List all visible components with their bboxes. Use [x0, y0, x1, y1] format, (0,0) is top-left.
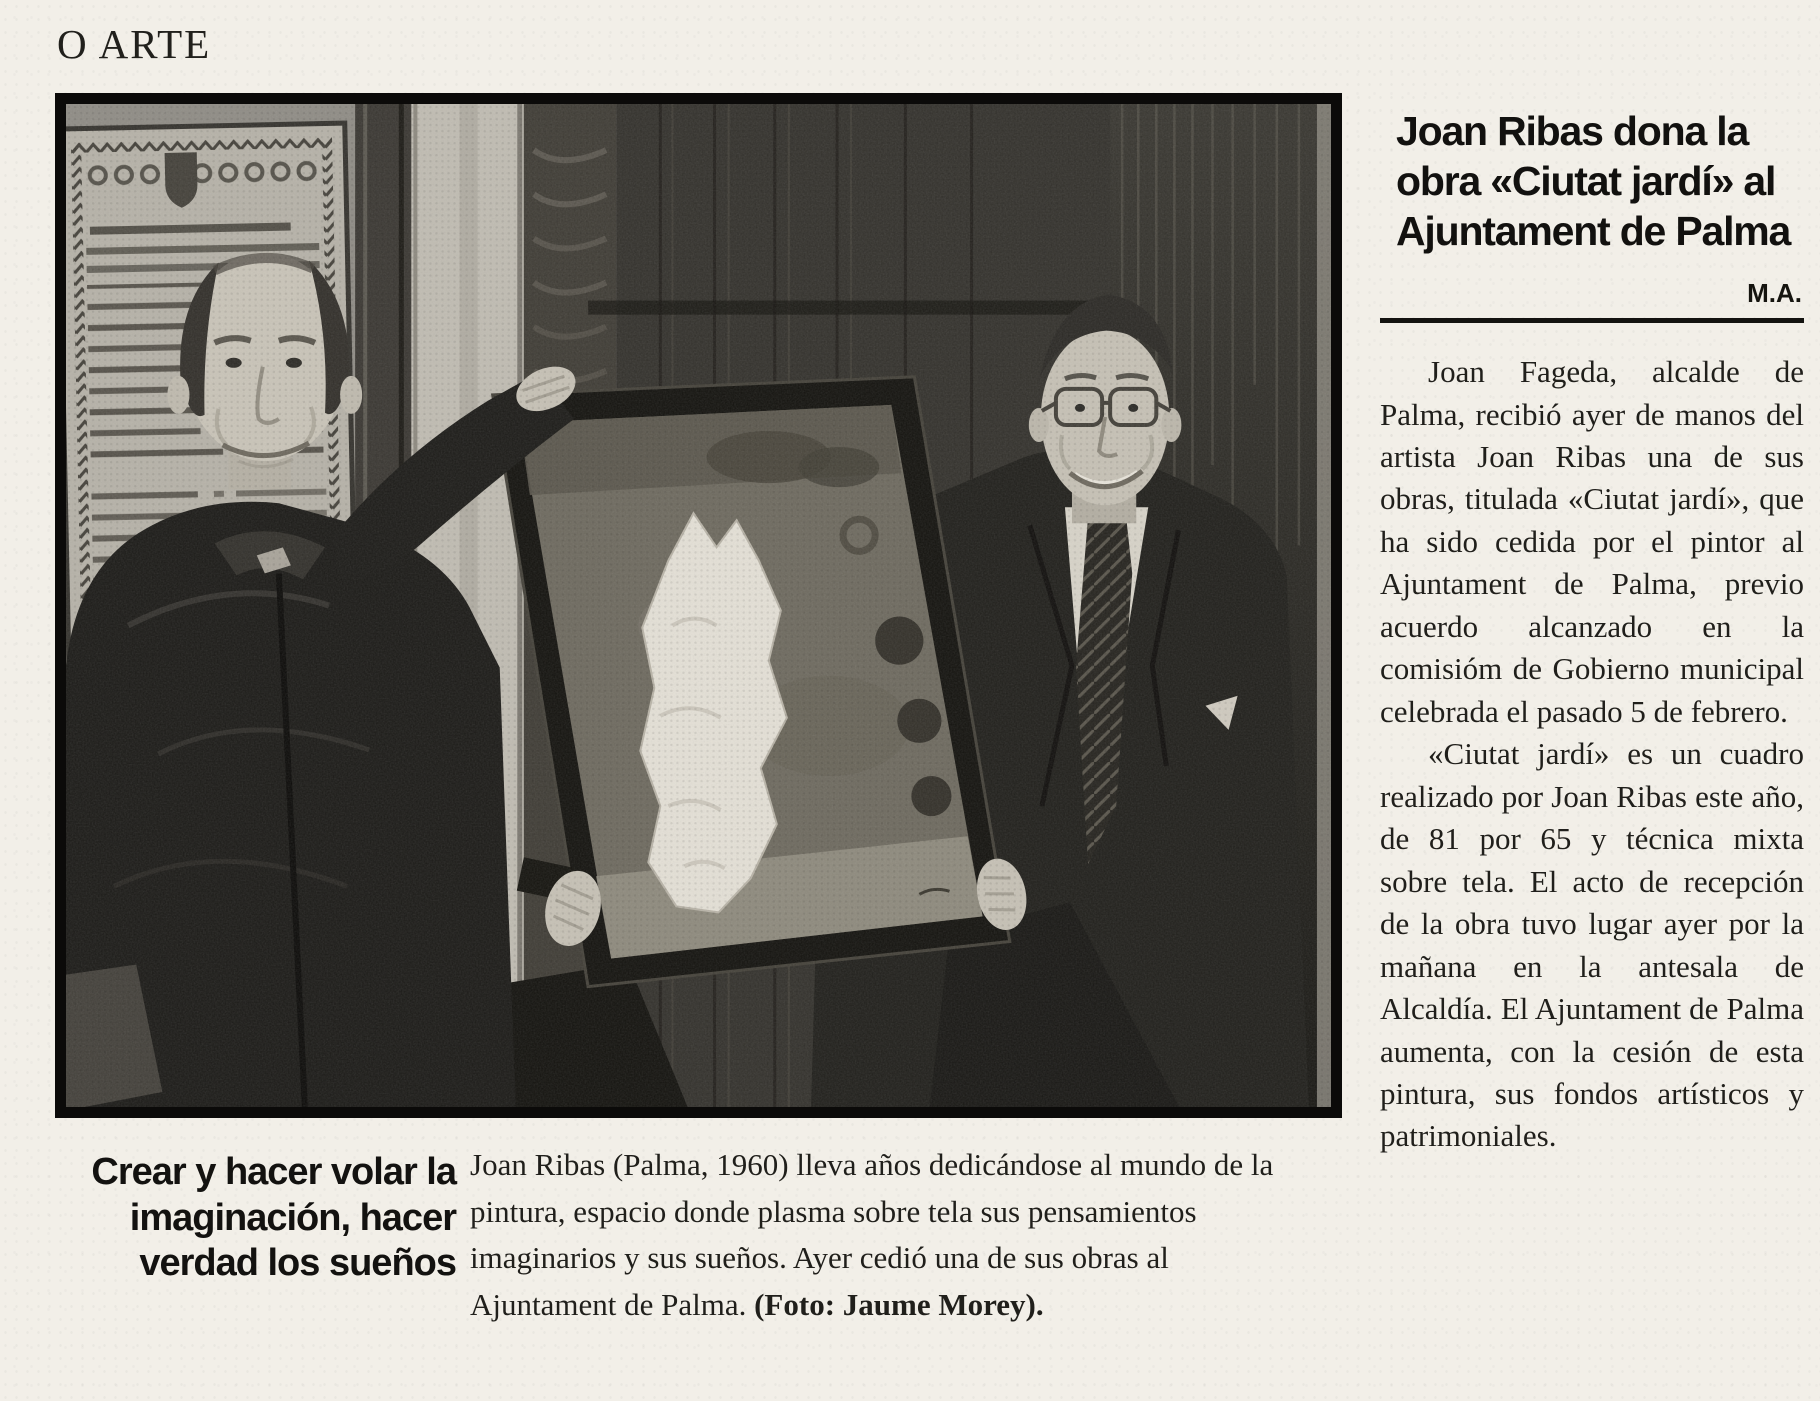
article-column [1380, 106, 1804, 1158]
caption-text: Joan Ribas (Palma, 1960) lleva años dedicándose al mundo de la pintura, espacio donde plasma sobre tela sus pensamientos imaginarios y sus sueños. Ayer cedió una de sus obras al Ajuntament de Palma. [470, 1147, 1274, 1322]
feature-subheadline: Crear y hacer volar la imaginación, hacer verdad los sueños [91, 1151, 456, 1285]
photo-caption [470, 1142, 1318, 1328]
article-paragraph: Joan Fageda, alcalde de Palma, recibió ayer de manos del artista Joan Ribas una de sus obras, titulada «Ciutat jardí», que ha sido cedida por el pintor al Ajuntament de Palma, previo acuerdo alcanzado en la comisióm de Gobierno municipal celebrada el pasado 5 de febrero. [1380, 354, 1804, 729]
article-body [1380, 351, 1804, 1158]
news-photo [55, 93, 1342, 1118]
caption-credit: (Foto: Jaume Morey). [754, 1286, 1044, 1322]
article-byline: M.A. [1747, 278, 1802, 309]
section-label: O ARTE [57, 21, 212, 67]
article-headline: Joan Ribas dona la obra «Ciutat jardí» al Ajuntament de Palma [1396, 108, 1791, 255]
article-paragraph: «Ciutat jardí» es un cuadro realizado por Joan Ribas este año, de 81 por 65 y técnica mixta sobre tela. El acto de recepción de la obra tuvo lugar ayer por la mañana en la antesala de Alcaldía. El Ajuntament de Palma aumenta, con la cesión de esta pintura, sus fondos artísticos y patrimoniales. [1380, 736, 1804, 1154]
byline-rule [1380, 318, 1804, 323]
photo-illustration [66, 104, 1331, 1107]
